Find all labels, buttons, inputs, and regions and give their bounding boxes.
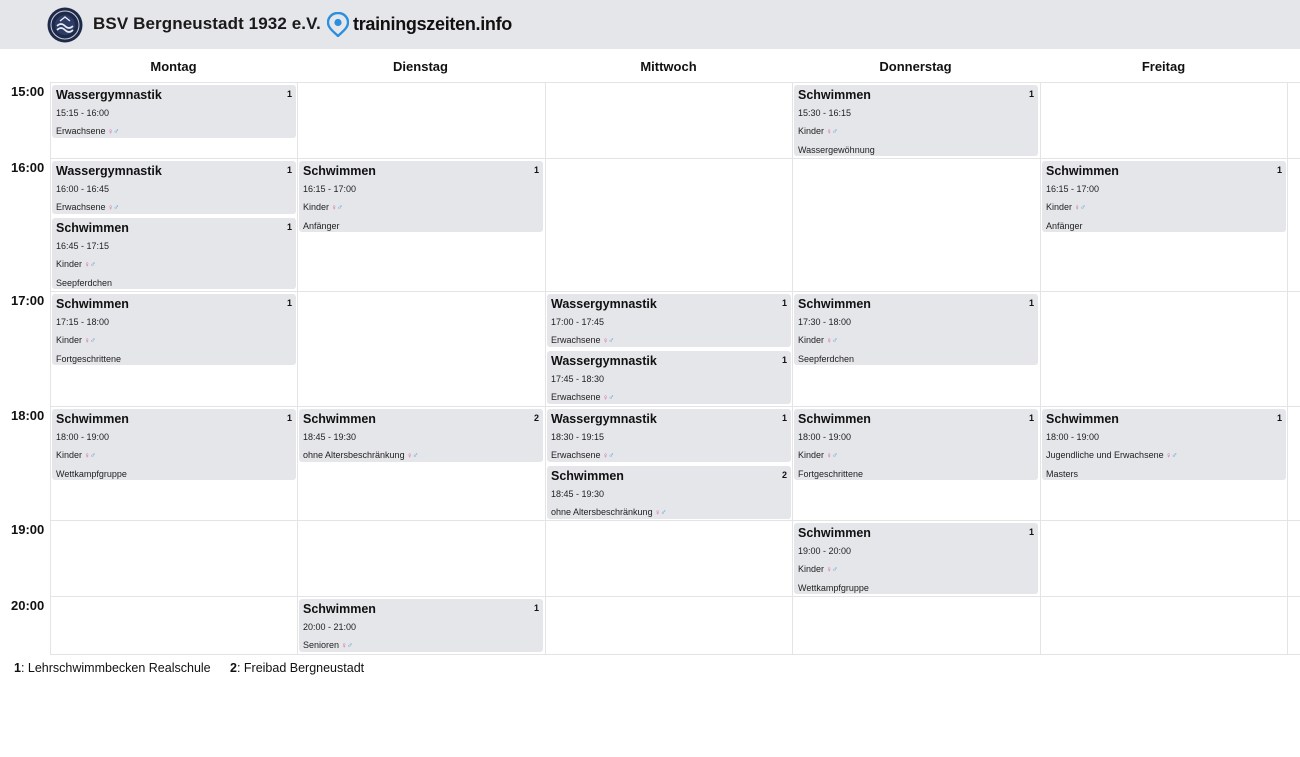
event-level: Seepferdchen: [56, 278, 113, 288]
grid-column-line: [1040, 82, 1041, 654]
grid-row-line: [50, 158, 1300, 159]
event-group: Jugendliche und Erwachsene ♀♂: [1046, 450, 1178, 460]
female-male-icon: ♀♂: [107, 203, 120, 212]
club-logo-icon[interactable]: [47, 7, 83, 43]
event-level: Wassergewöhnung: [798, 145, 875, 155]
trainingszeiten-logo-icon[interactable]: [327, 12, 349, 37]
event-group: Erwachsene ♀♂: [551, 335, 615, 345]
event-card[interactable]: [299, 599, 543, 652]
event-time: 17:00 - 17:45: [551, 317, 605, 327]
event-group: Kinder ♀♂: [56, 259, 97, 269]
grid-column-line: [297, 82, 298, 654]
event-card[interactable]: [52, 409, 296, 480]
event-time: 19:00 - 20:00: [798, 546, 852, 556]
event-card[interactable]: [1042, 161, 1286, 232]
event-title: Wassergymnastik: [551, 412, 657, 426]
event-time: 16:15 - 17:00: [1046, 184, 1100, 194]
event-title: Schwimmen: [56, 297, 129, 311]
event-group: Senioren ♀♂: [303, 640, 354, 650]
grid-row-line: [50, 596, 1300, 597]
event-time: 16:45 - 17:15: [56, 241, 110, 251]
event-card[interactable]: [1042, 409, 1286, 480]
event-time: 17:45 - 18:30: [551, 374, 605, 384]
event-group: ohne Altersbeschränkung ♀♂: [551, 507, 667, 517]
event-location-number: 1: [286, 165, 292, 175]
legend-item-2: [230, 661, 364, 675]
event-location-number: 1: [781, 298, 787, 308]
event-level: Fortgeschrittene: [56, 354, 122, 364]
event-title: Schwimmen: [798, 412, 871, 426]
event-card[interactable]: [794, 409, 1038, 480]
female-male-icon: ♀♂: [826, 336, 839, 345]
female-male-icon: ♀♂: [84, 451, 97, 460]
event-time: 15:15 - 16:00: [56, 108, 110, 118]
event-card[interactable]: [547, 466, 791, 519]
event-card[interactable]: [547, 294, 791, 347]
event-title: Schwimmen: [798, 297, 871, 311]
event-card[interactable]: [794, 85, 1038, 156]
event-card[interactable]: [794, 523, 1038, 594]
grid-row-line: [50, 520, 1300, 521]
day-header-donnerstag: Donnerstag: [879, 59, 952, 74]
event-location-number: 1: [781, 413, 787, 423]
event-title: Schwimmen: [56, 221, 129, 235]
hour-label: 18:00: [11, 408, 45, 423]
legend-key: 2: [230, 661, 237, 675]
event-time: 18:00 - 19:00: [798, 432, 852, 442]
grid-column-line: [545, 82, 546, 654]
event-level: Anfänger: [1046, 221, 1083, 231]
event-card[interactable]: [52, 161, 296, 214]
day-header-montag: Montag: [150, 59, 197, 74]
hour-label: 17:00: [11, 293, 45, 308]
event-card[interactable]: [794, 294, 1038, 365]
event-location-number: 1: [533, 603, 539, 613]
event-location-number: 1: [286, 413, 292, 423]
event-title: Schwimmen: [1046, 412, 1119, 426]
grid-row-line: [50, 82, 1300, 83]
event-time: 20:00 - 21:00: [303, 622, 357, 632]
female-male-icon: ♀♂: [602, 451, 615, 460]
female-male-icon: ♀♂: [331, 203, 344, 212]
event-group: ohne Altersbeschränkung ♀♂: [303, 450, 419, 460]
event-time: 17:30 - 18:00: [798, 317, 852, 327]
female-male-icon: ♀♂: [84, 260, 97, 269]
legend-label: : Freibad Bergneustadt: [236, 661, 365, 675]
event-time: 16:00 - 16:45: [56, 184, 110, 194]
event-level: Fortgeschrittene: [798, 469, 864, 479]
event-time: 18:45 - 19:30: [551, 489, 605, 499]
event-title: Schwimmen: [303, 412, 376, 426]
event-location-number: 1: [533, 165, 539, 175]
grid-row-line: [50, 291, 1300, 292]
event-group: Kinder ♀♂: [303, 202, 344, 212]
event-level: Masters: [1046, 469, 1079, 479]
event-level: Wettkampfgruppe: [798, 583, 869, 593]
female-male-icon: ♀♂: [341, 641, 354, 650]
event-group: Erwachsene ♀♂: [551, 392, 615, 402]
grid-column-line: [50, 82, 51, 654]
event-group: Kinder ♀♂: [56, 450, 97, 460]
event-title: Schwimmen: [798, 526, 871, 540]
event-time: 16:15 - 17:00: [303, 184, 357, 194]
event-group: Erwachsene ♀♂: [56, 126, 120, 136]
female-male-icon: ♀♂: [826, 127, 839, 136]
event-group: Kinder ♀♂: [798, 564, 839, 574]
event-location-number: 1: [1276, 413, 1282, 423]
event-group: Erwachsene ♀♂: [56, 202, 120, 212]
grid-row-line: [50, 406, 1300, 407]
event-location-number: 1: [1028, 413, 1034, 423]
hour-label: 19:00: [11, 522, 45, 537]
grid-column-line: [792, 82, 793, 654]
event-title: Schwimmen: [303, 602, 376, 616]
event-location-number: 1: [1028, 89, 1034, 99]
hour-label: 15:00: [11, 84, 45, 99]
female-male-icon: ♀♂: [406, 451, 419, 460]
event-title: Wassergymnastik: [551, 354, 657, 368]
event-level: Wettkampfgruppe: [56, 469, 127, 479]
event-location-number: 2: [533, 413, 539, 423]
event-time: 18:00 - 19:00: [1046, 432, 1100, 442]
event-location-number: 1: [286, 89, 292, 99]
female-male-icon: ♀♂: [826, 451, 839, 460]
event-card[interactable]: [547, 409, 791, 462]
event-title: Schwimmen: [303, 164, 376, 178]
female-male-icon: ♀♂: [1165, 451, 1178, 460]
event-title: Schwimmen: [798, 88, 871, 102]
event-time: 18:30 - 19:15: [551, 432, 605, 442]
grid-column-line: [1287, 82, 1288, 654]
day-header-freitag: Freitag: [1141, 59, 1186, 74]
event-card[interactable]: [299, 161, 543, 232]
event-location-number: 1: [1276, 165, 1282, 175]
event-group: Kinder ♀♂: [798, 126, 839, 136]
event-title: Wassergymnastik: [56, 88, 162, 102]
event-title: Schwimmen: [551, 469, 624, 483]
event-group: Kinder ♀♂: [1046, 202, 1087, 212]
female-male-icon: ♀♂: [826, 565, 839, 574]
event-level: Anfänger: [303, 221, 340, 231]
event-title: Schwimmen: [1046, 164, 1119, 178]
event-location-number: 1: [286, 222, 292, 232]
event-title: Schwimmen: [56, 412, 129, 426]
legend-key: 1: [14, 661, 21, 675]
event-time: 15:30 - 16:15: [798, 108, 852, 118]
event-card[interactable]: [547, 351, 791, 404]
event-time: 18:00 - 19:00: [56, 432, 110, 442]
event-location-number: 1: [781, 355, 787, 365]
header-bar: [0, 0, 1300, 49]
day-header-mittwoch: Mittwoch: [640, 59, 697, 74]
female-male-icon: ♀♂: [654, 508, 667, 517]
legend-item-1: [14, 661, 211, 675]
female-male-icon: ♀♂: [107, 127, 120, 136]
female-male-icon: ♀♂: [602, 336, 615, 345]
event-card[interactable]: [52, 294, 296, 365]
female-male-icon: ♀♂: [84, 336, 97, 345]
event-location-number: 1: [1028, 527, 1034, 537]
hour-label: 16:00: [11, 160, 45, 175]
event-card[interactable]: [52, 85, 296, 138]
site-name[interactable]: trainingszeiten.info: [353, 14, 513, 34]
legend-label: : Lehrschwimmbecken Realschule: [20, 661, 211, 675]
event-location-number: 1: [1028, 298, 1034, 308]
female-male-icon: ♀♂: [602, 393, 615, 402]
day-header-dienstag: Dienstag: [393, 59, 448, 74]
event-group: Kinder ♀♂: [798, 450, 839, 460]
event-location-number: 2: [781, 470, 787, 480]
event-card[interactable]: [52, 218, 296, 289]
event-title: Wassergymnastik: [56, 164, 162, 178]
event-level: Seepferdchen: [798, 354, 855, 364]
club-name[interactable]: BSV Bergneustadt 1932 e.V.: [93, 14, 321, 33]
event-group: Erwachsene ♀♂: [551, 450, 615, 460]
hour-label: 20:00: [11, 598, 45, 613]
event-time: 17:15 - 18:00: [56, 317, 110, 327]
event-group: Kinder ♀♂: [56, 335, 97, 345]
event-title: Wassergymnastik: [551, 297, 657, 311]
event-time: 18:45 - 19:30: [303, 432, 357, 442]
event-location-number: 1: [286, 298, 292, 308]
event-card[interactable]: [299, 409, 543, 462]
event-group: Kinder ♀♂: [798, 335, 839, 345]
grid-row-line: [50, 654, 1300, 655]
female-male-icon: ♀♂: [1074, 203, 1087, 212]
